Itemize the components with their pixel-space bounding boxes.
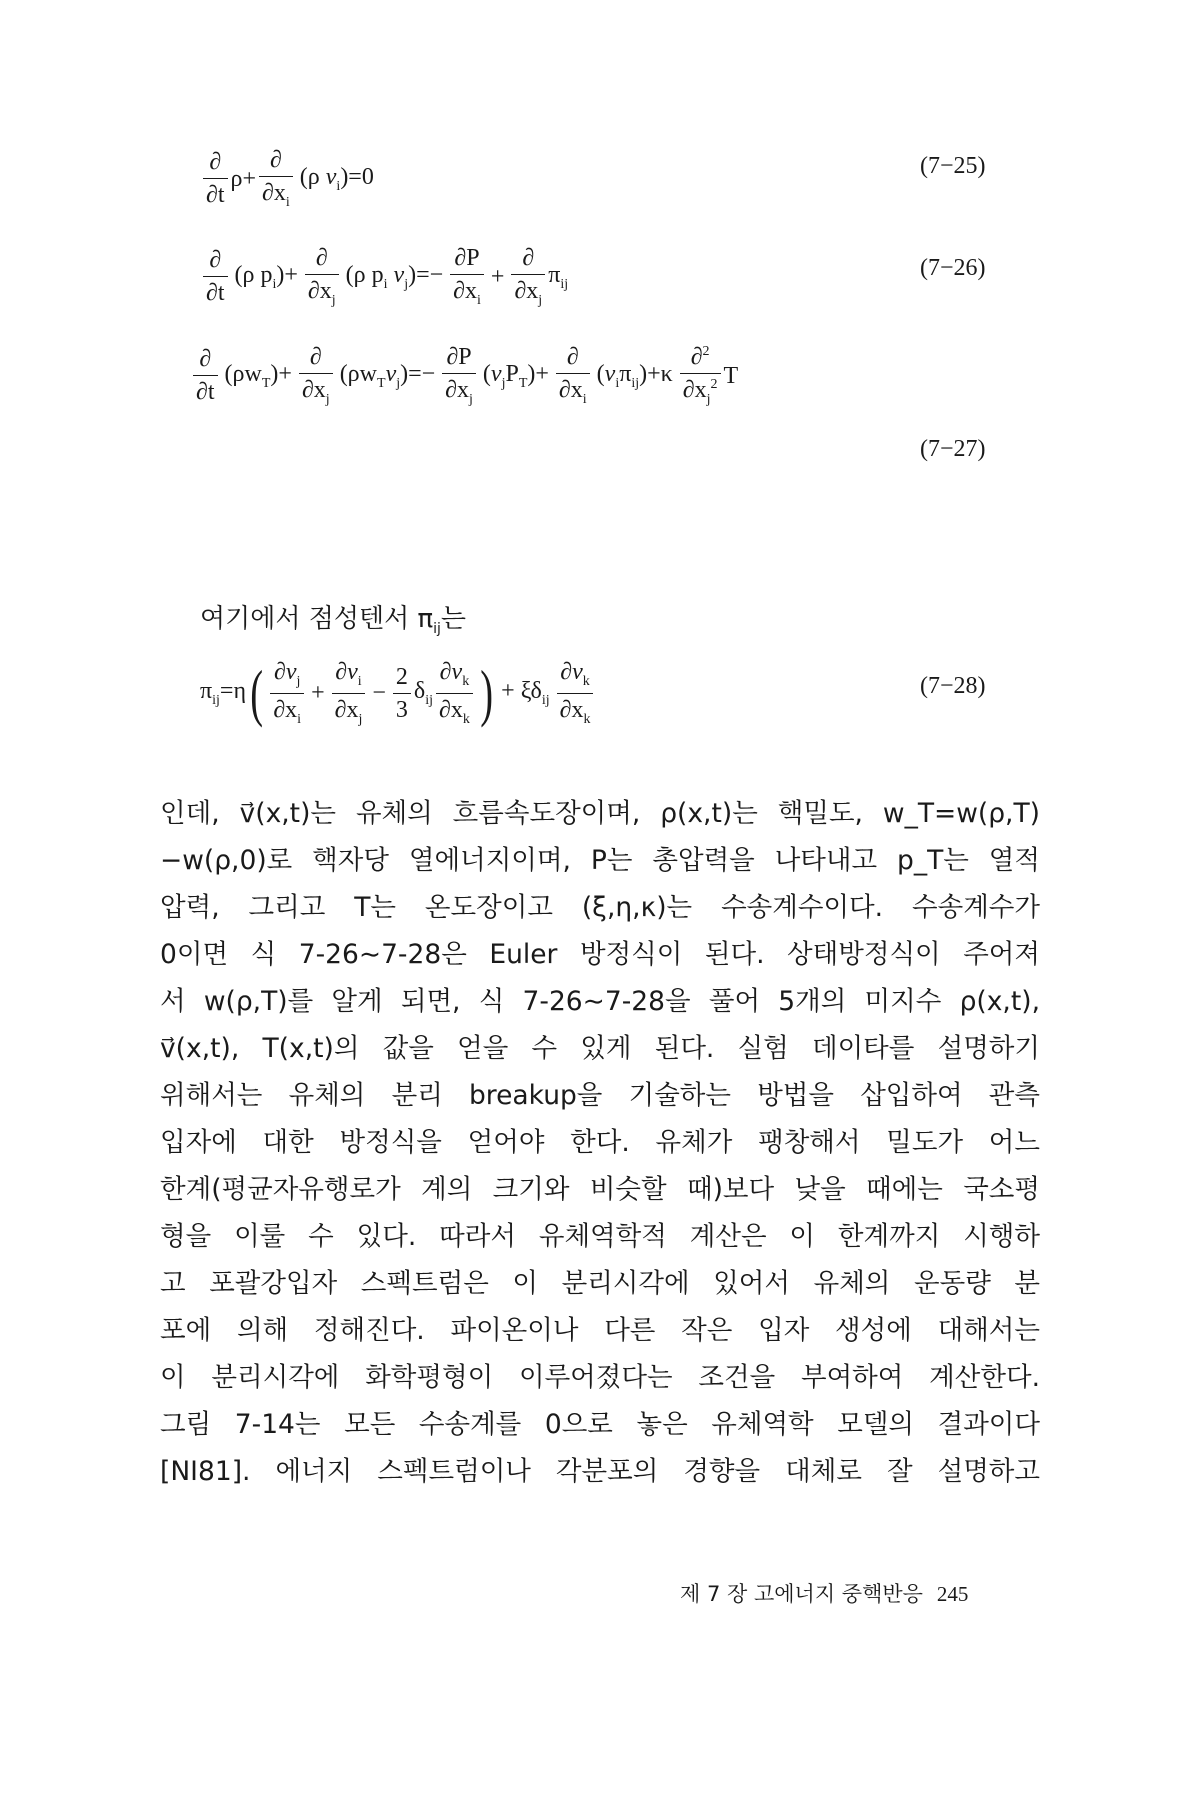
- paragraph-line: v⃗(x,t), T(x,t)의 값을 얻을 수 있게 된다. 실험 데이타를 설명하기: [160, 1033, 1040, 1064]
- paragraph-line: 압력, 그리고 T는 온도장이고 (ξ,η,κ)는 수송계수이다. 수송계수가: [160, 892, 1040, 923]
- paragraph-line: 그림 7-14는 모든 수송계를 0으로 놓은 유체역학 모델의 결과이다: [160, 1409, 1040, 1440]
- paragraph-line: 입자에 대한 방정식을 얻어야 한다. 유체가 팽창해서 밀도가 어느: [160, 1127, 1040, 1158]
- paragraph-line: 위해서는 유체의 분리 breakup을 기술하는 방법을 삽입하여 관측: [160, 1080, 1040, 1111]
- page-number: 245: [936, 1582, 969, 1606]
- equation-number: (7−27): [920, 436, 986, 462]
- paragraph-line: 인데, v⃗(x,t)는 유체의 흐름속도장이며, ρ(x,t)는 핵밀도, w_T=w(ρ,T): [160, 798, 1040, 829]
- chapter-title: 제 7 장 고에너지 중핵반응: [680, 1582, 923, 1606]
- paragraph-line: 서 w(ρ,T)를 알게 되면, 식 7-26∼7-28을 풀어 5개의 미지수 ρ(x,t),: [160, 986, 1040, 1017]
- body-paragraph: [160, 790, 1040, 1495]
- equation-number: (7−26): [920, 255, 986, 281]
- equation-number: (7−25): [920, 153, 986, 179]
- paragraph-line: −w(ρ,0)로 핵자당 열에너지이며, P는 총압력을 나타내고 p_T는 열적: [160, 845, 1040, 876]
- paragraph-line: 이 분리시각에 화학평형이 이루어졌다는 조건을 부여하여 계산한다.: [160, 1362, 1040, 1393]
- paragraph-line: 한계(평균자유행로가 계의 크기와 비슷할 때)보다 낮을 때에는 국소평: [160, 1174, 1040, 1205]
- page-footer: [680, 1578, 968, 1608]
- equation-7-26: $\frac{\partial}{\partial t}$ (ρ $p_i)+$ $\frac{\partial}{\partial x_j}$ (ρ $p_i$ $v_j)=-$ $\frac{\partial P}{\partial x_i}$ + $\frac{\partial}{\partial x_j}$ $\pi_{ij}$ (7−26): [0, 246, 1200, 316]
- equation-number: (7−28): [920, 673, 986, 699]
- equation-7-25: $\frac{\partial}{\partial t}$ ρ+ $\frac{\partial}{\partial x_i}$ (ρ $v_i)=0$ (7−25): [0, 148, 1200, 218]
- equation-7-28: $\pi_{ij}=\eta$ ( $\frac{\partial v_j}{\partial x_i}$ + $\frac{\partial v_i}{\partial x_j}$ − $\frac{2}{3}$ $\delta_{ij}$ $\frac{\partial v_k}{\partial x_k}$ ) + $\xi\delta_{ij}$ $\frac{\partial v_k}{\partial x_k}$ (7−28): [200, 657, 986, 729]
- paragraph-line: 포에 의해 정해진다. 파이온이나 다른 작은 입자 생성에 대해서는: [160, 1315, 1040, 1346]
- intro-text: 여기에서 점성텐서 $\pi_{ij}$는: [200, 604, 467, 638]
- paragraph-line: [NI81]. 에너지 스펙트럼이나 각분포의 경향을 대체로 잘 설명하고: [160, 1456, 1040, 1487]
- paragraph-line: 형을 이룰 수 있다. 따라서 유체역학적 계산은 이 한계까지 시행하: [160, 1221, 1040, 1252]
- paragraph-line: 고 포괄강입자 스펙트럼은 이 분리시각에 있어서 유체의 운동량 분: [160, 1268, 1040, 1299]
- paragraph-line: 0이면 식 7-26∼7-28은 Euler 방정식이 된다. 상태방정식이 주어져: [160, 939, 1040, 970]
- equation-7-27: $\frac{\partial}{\partial t}$ $(\rho w_T)+$ $\frac{\partial}{\partial x_j}$ $(\rho w_Tv_j)=-$ $\frac{\partial P}{\partial x_j}$ $(v_jP_T)+$ $\frac{\partial}{\partial x_i}$ $(v_i\pi_{ij})+\kappa$ $\frac{\partial^2}{\partial x_j^2}$ T (7−27): [0, 345, 1200, 485]
